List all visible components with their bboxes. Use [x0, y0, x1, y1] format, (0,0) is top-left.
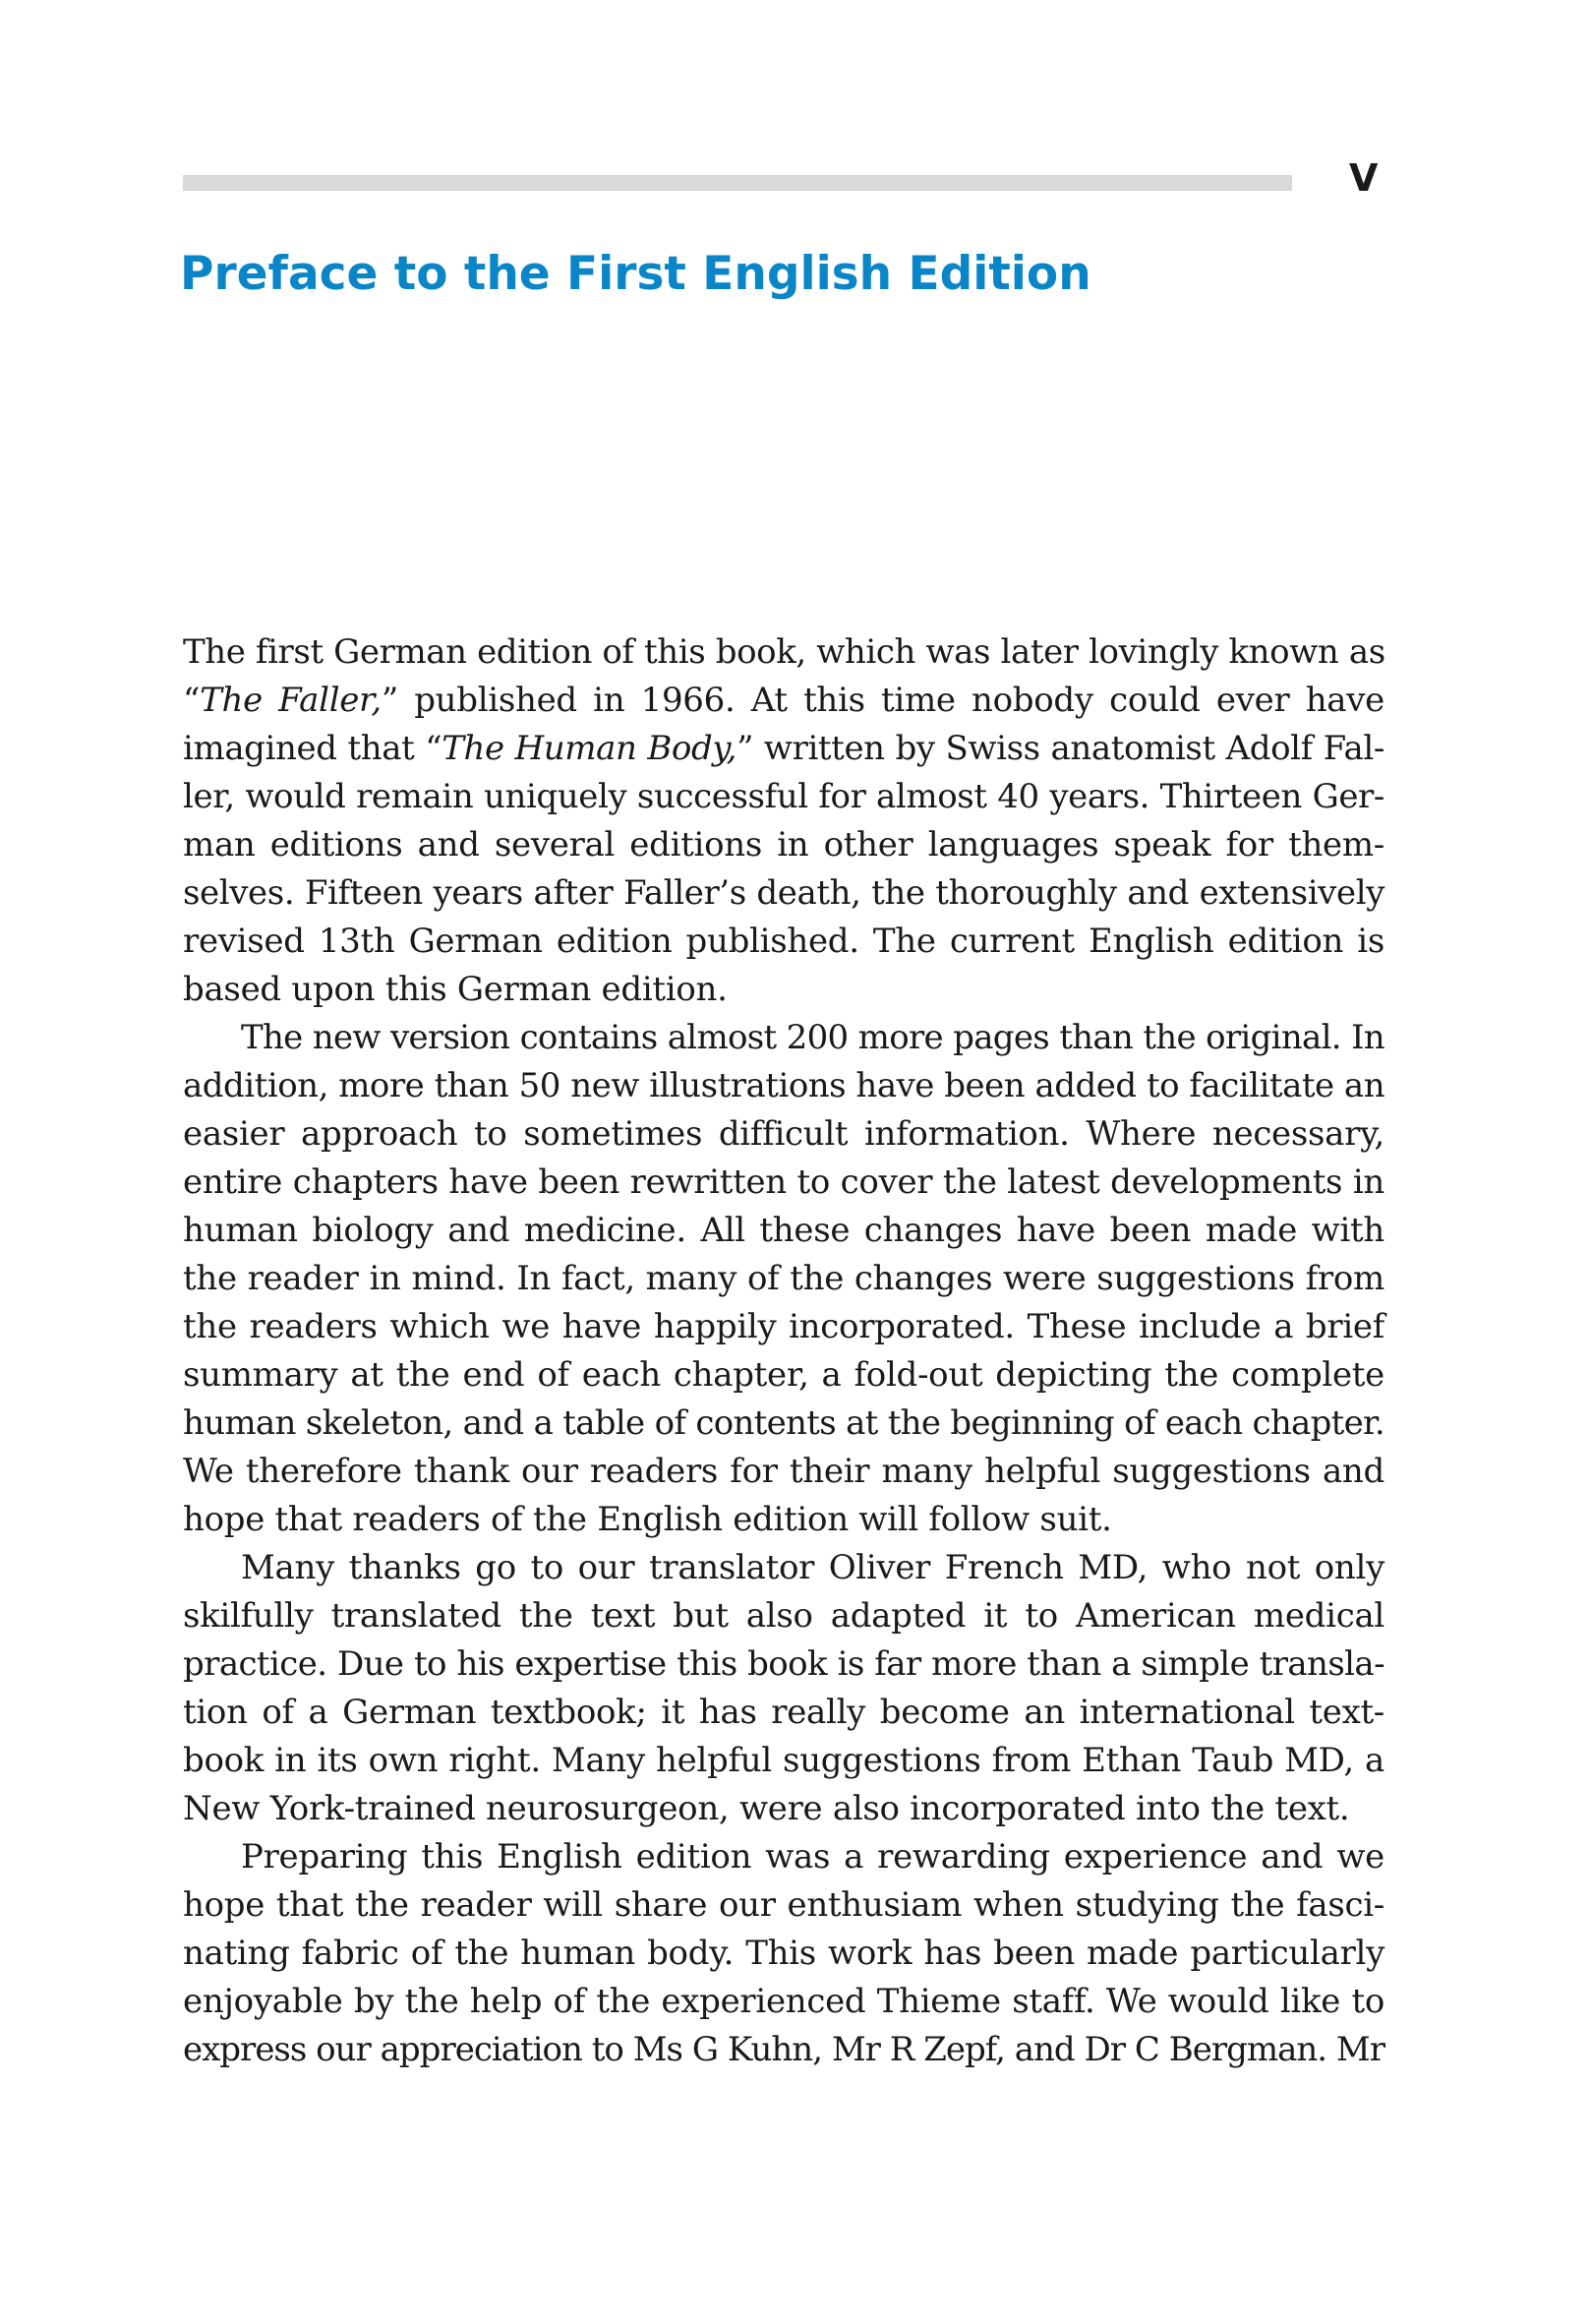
text-line: Preparing this English edition was a rewarding experience and we — [241, 1837, 1384, 1877]
text-line: skilfully translated the text but also adapted it to American medical — [183, 1596, 1384, 1636]
text-line: express our appreciation to Ms G Kuhn, Mr R Zepf, and Dr C Bergman. Mr — [183, 2030, 1384, 2069]
text-line: practice. Due to his expertise this book is far more than a simple transla- — [183, 1644, 1384, 1684]
text-line: summary at the end of each chapter, a fold-out depicting the complete — [183, 1355, 1384, 1395]
text-line: hope that the reader will share our enthusiam when studying the fasci- — [183, 1885, 1384, 1925]
paragraph — [183, 1833, 1384, 2074]
page-number: V — [1349, 156, 1379, 200]
text-line: tion of a German textbook; it has really become an international text- — [183, 1693, 1384, 1732]
text-line: human skeleton, and a table of contents at the beginning of each chapter. — [183, 1403, 1384, 1443]
text-line: The new version contains almost 200 more pages than the original. In — [241, 1018, 1384, 1057]
text-line: ler, would remain uniquely successful for almost 40 years. Thirteen Ger- — [183, 777, 1384, 816]
paragraph — [183, 1014, 1384, 1544]
text-line: The first German edition of this book, which was later lovingly known as — [183, 632, 1385, 672]
text-line: nating fabric of the human body. This work has been made particularly — [183, 1934, 1384, 1973]
text-line: enjoyable by the help of the experienced Thieme staff. We would like to — [183, 1982, 1384, 2021]
text-line: book in its own right. Many helpful suggestions from Ethan Taub MD, a — [183, 1741, 1384, 1780]
text-line: Many thanks go to our translator Oliver French MD, who not only — [241, 1548, 1384, 1587]
body-text — [183, 628, 1384, 2074]
text-line: addition, more than 50 new illustrations have been added to facilitate an — [183, 1066, 1385, 1105]
text-line: based upon this German edition. — [183, 970, 728, 1009]
text-line: the readers which we have happily incorporated. These include a brief — [183, 1307, 1384, 1346]
text-line: easier approach to sometimes difficult information. Where necessary, — [183, 1114, 1384, 1154]
header-rule — [183, 175, 1292, 191]
text-line: entire chapters have been rewritten to cover the latest developments in — [183, 1162, 1384, 1202]
text-line: man editions and several editions in other languages speak for them- — [183, 825, 1384, 864]
page-title: Preface to the First English Edition — [180, 247, 1091, 301]
paragraph — [183, 628, 1384, 1014]
text-line: “The Faller,” published in 1966. At this time nobody could ever have — [183, 681, 1384, 720]
text-line: hope that readers of the English edition will follow suit. — [183, 1500, 1112, 1539]
text-line: the reader in mind. In fact, many of the changes were suggestions from — [183, 1259, 1384, 1298]
text-line: We therefore thank our readers for their many helpful suggestions and — [183, 1452, 1384, 1491]
text-line: selves. Fifteen years after Faller’s death, the thoroughly and extensively — [183, 873, 1384, 913]
text-line: human biology and medicine. All these changes have been made with — [183, 1211, 1384, 1250]
text-line: revised 13th German edition published. The current English edition is — [183, 922, 1384, 961]
text-line: imagined that “The Human Body,” written by Swiss anatomist Adolf Fal- — [183, 729, 1384, 768]
paragraph — [183, 1544, 1384, 1833]
text-line: New York-trained neurosurgeon, were also incorporated into the text. — [183, 1789, 1350, 1828]
